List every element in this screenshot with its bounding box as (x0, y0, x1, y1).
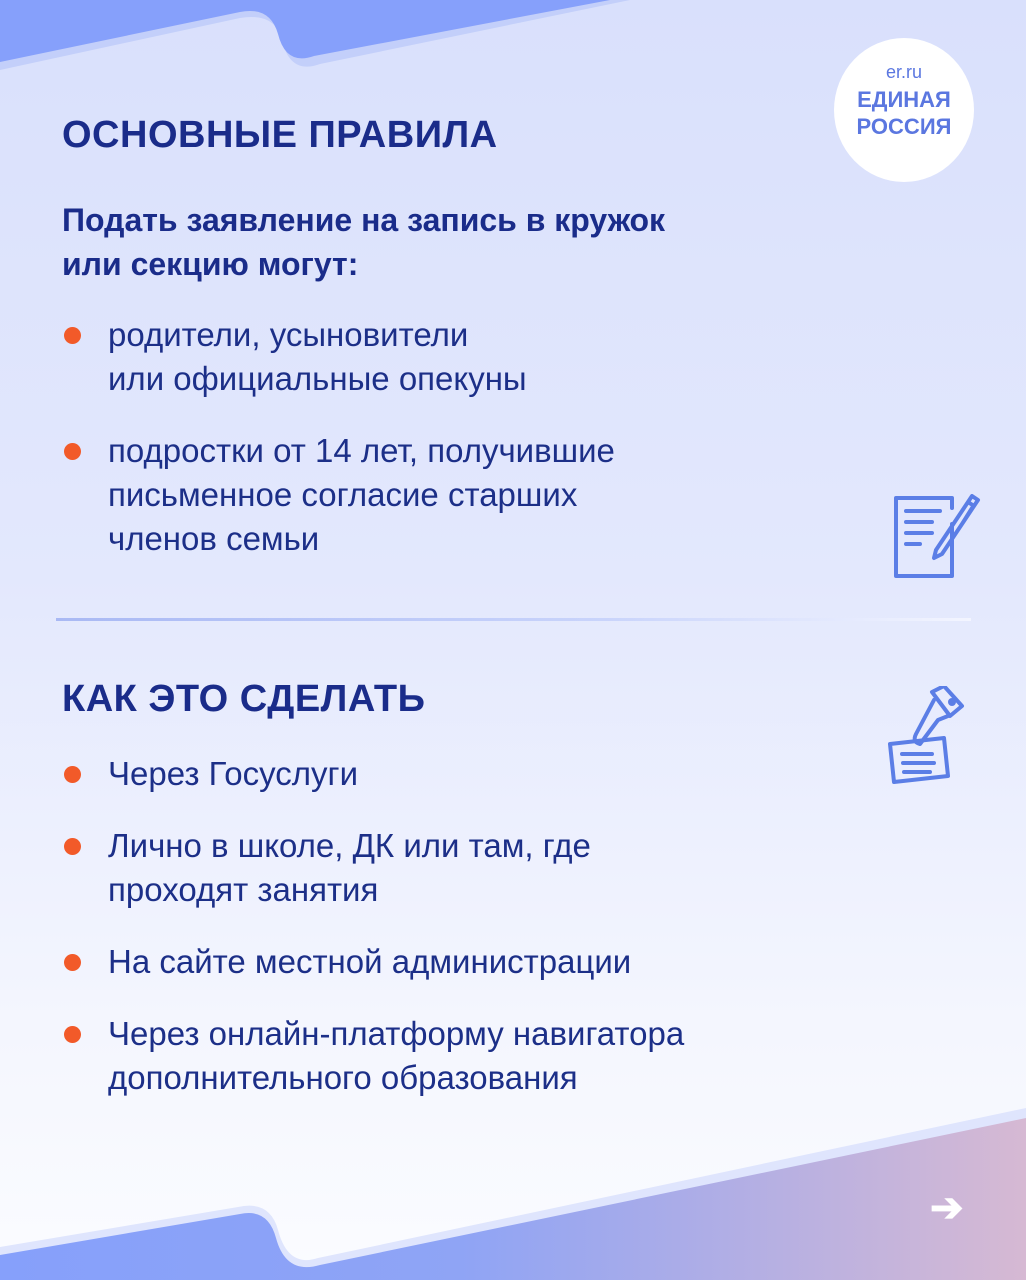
list-item (62, 429, 615, 561)
section-divider (56, 618, 971, 621)
bullet-icon (64, 327, 81, 344)
item-line: Через Госуслуги (108, 755, 358, 792)
bullet-icon (64, 443, 81, 460)
subtitle-line: Подать заявление на запись в кружок (62, 202, 666, 238)
section2-title: КАК ЭТО СДЕЛАТЬ (62, 678, 426, 720)
logo-name-line1: ЕДИНАЯ (857, 87, 951, 112)
party-logo (834, 38, 974, 182)
list-item (62, 824, 684, 912)
list-item (62, 1012, 684, 1100)
hand-document-icon (886, 686, 968, 786)
bullet-icon (64, 766, 81, 783)
item-line: Через онлайн-платформу навигатора (108, 1015, 685, 1052)
list-item (62, 940, 684, 984)
item-line: письменное согласие старших (108, 476, 578, 513)
logo-url: er.ru (885, 62, 923, 82)
item-line: дополнительного образования (108, 1059, 578, 1096)
top-wave-inner (0, 0, 610, 62)
item-line: проходят занятия (108, 871, 379, 908)
bullet-icon (64, 954, 81, 971)
item-line: подростки от 14 лет, получившие (108, 432, 615, 469)
bullet-icon (64, 838, 81, 855)
item-line: или официальные опекуны (108, 360, 527, 397)
subtitle-line: или секцию могут: (62, 246, 359, 282)
section1-title: ОСНОВНЫЕ ПРАВИЛА (62, 114, 498, 156)
list-item (62, 752, 684, 796)
arrow-right-icon[interactable]: ➔ (930, 1186, 964, 1230)
methods-list (62, 752, 684, 1100)
section1-subtitle (62, 198, 665, 286)
document-pen-icon (892, 494, 982, 580)
item-line: На сайте местной администрации (108, 943, 632, 980)
item-line: Лично в школе, ДК или там, где (108, 827, 591, 864)
bullet-icon (64, 1026, 81, 1043)
list-item (62, 313, 615, 401)
eligible-list (62, 313, 615, 561)
item-line: родители, усыновители (108, 316, 469, 353)
item-line: членов семьи (108, 520, 320, 557)
logo-name-line2: РОССИЯ (856, 114, 952, 139)
